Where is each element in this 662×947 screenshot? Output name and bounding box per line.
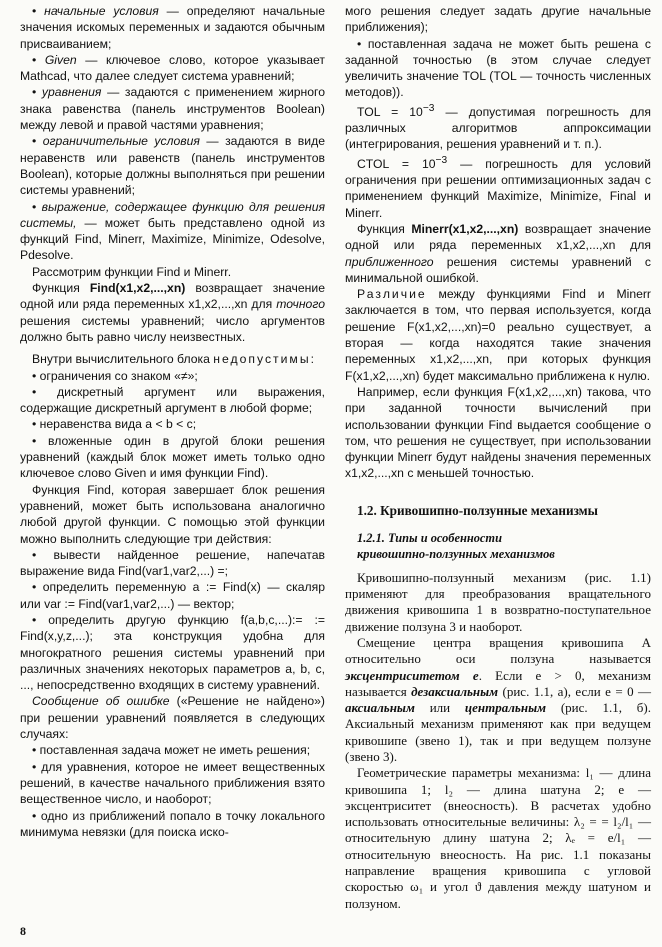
list-item: • ограничения со знаком «≠»;: [32, 368, 198, 383]
right-column: [345, 3, 651, 912]
bullet-constraints: • ограничительные условия — задаются в виде неравенств или равенств (панель инструментов Boolean), которые должны выполняться при решении системы уравнений;: [20, 134, 325, 198]
para-mechanism-definition: Кривошипно-ползунный механизм (рис. 1.1) применяют для преобразования вращательного движения кривошипа 1 в возвратно-поступательное движение ползуна 3 и наоборот.: [345, 569, 651, 634]
list-item: • вывести найденное решение, напечатав выражение вида Find(var1,var2,...) =;: [20, 547, 325, 579]
para-continuation: мого решения следует задать другие начальные приближения);: [345, 4, 651, 35]
para-eccentricity: Смещение центра вращения кривошипа A относительно оси ползуна называется эксцентриситетом e. Если e > 0, механизм называется дезаксиальным (рис. 1.1, а), если e = 0 — аксиальным или центральным (рис. 1.1, б). Аксиальный механизм применяют как при ведущем кривошипе (звено 1), так и при ведущем ползуне (звено 3).: [345, 634, 651, 764]
bullet-initial-conditions: • начальные условия — определяют начальные значения искомых переменных и задаются обычным присваиванием;: [20, 4, 325, 51]
subsection-title: 1.2.1. Типы и особенности кривошипно-ползунных механизмов: [357, 530, 555, 561]
para-ctol: CTOL = $10^{-3}$ — погрешность для условий ограничения при решении оптимизационных задач с применением функций Maximize, Minimize, Final и Minerr.: [345, 154, 651, 220]
list-item: • определить переменную a := Find(x) — скаляр или var := Find(var1,var2,...) — вектор;: [20, 580, 325, 611]
list-item: • одно из приближений попало в точку локального минимума невязки (для поиска иско-: [20, 808, 325, 839]
left-column: [20, 3, 325, 840]
para-example: Например, если функция F(x1,x2,...,xn) такова, что при заданной точности вычислений при использовании функции Find выдается сообщение о том, что решения не существует, при использовании функции Minerr будут найдены значения переменных x1,x2,...,xn с меньшей точностью.: [345, 384, 651, 481]
para-tol: TOL = $10^{-3}$ — допустимая погрешность для различных алгоритмов аппроксимации (интегрирования, решения уравнений и т. п.).: [345, 102, 651, 152]
para-minerr-function: Функция Minerr(x1,x2,...,xn) возвращает значение одной или ряда переменных x1,x2,...,xn для приближенного решения системы уравнений с минимальной ошибкой.: [345, 221, 651, 285]
list-item: • дискретный аргумент или выражения, содержащие дискретный аргумент в любой форме;: [20, 384, 325, 416]
para-consider: Рассмотрим функции Find и Minerr.: [32, 264, 232, 279]
bullet-equations: • уравнения — задаются с применением жирного знака равенства (панель инструментов Boolean) между левой и правой частями уравнения;: [20, 85, 325, 133]
bullet-expression: • выражение, содержащее функцию для решения системы, — может быть представлено одной из функций Find, Minerr, Maximize, Minimize, Odesolve, Pdesolve.: [20, 199, 326, 263]
para-geometric-parameters: Геометрические параметры механизма: l₁ — длина кривошипа 1; l₂ — длина шатуна 2; e — эксцентриситет (внеосность). В расчетах удобно использовать относительные величины: λ₂ = = l₂/l₁ — относительную длину шатуна 2; λₑ = e/l₁ — относительную внеосность. На рис. 1.1 показаны направление вращения кривошипа с угловой скоростью ω₁ и угол ϑ давления между шатуном и ползуном.: [345, 765, 651, 911]
para-find-block: Функция Find, которая завершает блок решения уравнений, может быть использована аналогично любой другой функции. С помощью этой функции можно выполнить следующие три действия:: [20, 482, 325, 546]
page-number: 8: [20, 924, 26, 938]
list-item: • неравенства вида a < b < c;: [32, 417, 197, 432]
para-find-function: Функция Find(x1,x2,...,xn) возвращает значение одной или ряда переменных x1,x2,...,xn для точного решения системы уравнений; число аргументов должно быть равно числу неизвестных.: [20, 281, 325, 344]
list-item: • поставленная задача не может быть решена с заданной точностью (в этом случае следует увеличить значение TOL (TOL — точность численных методов)).: [345, 36, 651, 100]
list-item: • для уравнения, которое не имеет вещественных решений, в качестве начального приближения взято вещественное число, и наоборот;: [20, 759, 325, 807]
list-item: • вложенные один в другой блоки решения уравнений (каждый блок может иметь только одно ключевое слово Given и имя функции Find).: [20, 433, 325, 481]
para-error-message: Сообщение об ошибке («Решение не найдено») при решении уравнений появляется в следующих случаях:: [20, 694, 325, 742]
list-item: • поставленная задача может не иметь решения;: [32, 743, 311, 758]
bullet-given: • Given — ключевое слово, которое указывает Mathcad, что далее следует система уравнений;: [20, 52, 325, 84]
para-inside-block: Внутри вычислительного блока недопустимы:: [32, 352, 314, 367]
para-difference: Различие между функциями Find и Minerr заключается в том, что первая используется, когда решение F(x1,x2,...,xn)=0 реально существует, а вторая — когда находятся такие значения переменных x1,x2,...,xn, при которых функция F(x1,x2,...,xn) будет максимально приближена к нулю.: [345, 287, 651, 383]
list-item: • определить другую функцию f(a,b,c,...):= := Find(x,y,z,...); эта конструкция удобна для многократного решения системы уравнений при различных значениях некоторых параметров a, b, c, ..., непосредственно входящих в систему уравнений.: [20, 612, 325, 693]
section-title: 1.2. Кривошипно-ползунные механизмы: [357, 502, 598, 518]
